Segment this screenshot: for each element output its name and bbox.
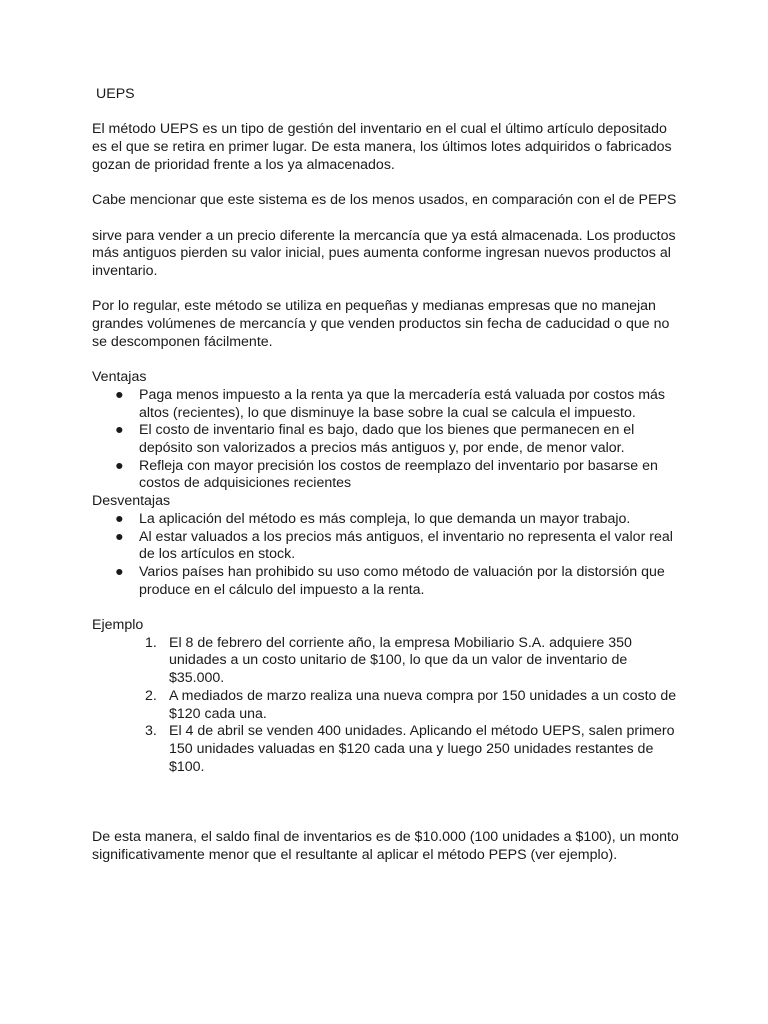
- paragraph-conclusion: De esta manera, el saldo final de inventarios es de $10.000 (100 unidades a $100), un monto significativamente menor que el resultante al aplicar el método PEPS (ver ejemplo).: [92, 829, 679, 864]
- spacer: [92, 776, 682, 829]
- paragraph-definition: El método UEPS es un tipo de gestión del inventario en el cual el último artículo depositado es el que se retira en primer lugar. De esta manera, los últimos lotes adquiridos o fabricados gozan de prioridad frente a los ya almacenados.: [92, 121, 672, 173]
- paragraph-usage-note: Cabe mencionar que este sistema es de los menos usados, en comparación con el de PEPS: [92, 192, 677, 209]
- spacer: [92, 351, 682, 369]
- list-item-text: El 4 de abril se venden 400 unidades. Aplicando el método UEPS, salen primero 150 unidades valuadas en $120 cada una y luego 250 unidades restantes de $100.: [169, 723, 675, 775]
- spacer: [92, 104, 682, 122]
- spacer: [92, 599, 682, 617]
- spacer: [92, 175, 682, 193]
- ejemplo-list: [92, 635, 682, 777]
- list-number: 1.: [145, 634, 157, 651]
- list-item: [92, 458, 682, 493]
- list-item: [92, 723, 682, 776]
- list-item: [92, 511, 682, 529]
- desventajas-heading: Desventajas: [92, 493, 171, 510]
- ejemplo-heading: Ejemplo: [92, 617, 144, 633]
- ventajas-list: [92, 387, 682, 493]
- spacer: [92, 210, 682, 228]
- list-item: [92, 387, 682, 422]
- document-title: UEPS: [96, 86, 135, 102]
- desventajas-list: [92, 511, 682, 600]
- bullet-icon: ●: [115, 528, 124, 545]
- list-item-text: A mediados de marzo realiza una nueva compra por 150 unidades a un costo de $120 cada una.: [169, 687, 677, 722]
- list-item: [92, 422, 682, 457]
- bullet-icon: ●: [115, 422, 124, 439]
- list-item-text: La aplicación del método es más compleja, lo que demanda un mayor trabajo.: [139, 510, 631, 527]
- paragraph-purpose: sirve para vender a un precio diferente la mercancía que ya está almacenada. Los productos más antiguos pierden su valor inicial, pues aumenta conforme ingresan nuevos productos al inventario.: [92, 227, 676, 279]
- paragraph-applicability: Por lo regular, este método se utiliza en pequeñas y medianas empresas que no manejan grandes volúmenes de mercancía y que venden productos sin fecha de caducidad o que no se descomponen fácilmente.: [92, 298, 670, 350]
- ventajas-heading: Ventajas: [92, 369, 147, 386]
- list-number: 3.: [145, 723, 157, 740]
- list-item-text: Paga menos impuesto a la renta ya que la mercadería está valuada por costos más altos (recientes), lo que disminuye la base sobre la cual se calcula el impuesto.: [139, 386, 666, 421]
- list-item-text: El costo de inventario final es bajo, dado que los bienes que permanecen en el depósito son valorizados a precios más antiguos y, por ende, de menor valor.: [139, 422, 635, 456]
- list-item-text: Al estar valuados a los precios más antiguos, el inventario no representa el valor real de los artículos en stock.: [139, 528, 673, 563]
- bullet-icon: ●: [115, 457, 124, 474]
- list-item-text: El 8 de febrero del corriente año, la empresa Mobiliario S.A. adquiere 350 unidades a un costo unitario de $100, lo que da un valor de inventario de $35.000.: [169, 634, 632, 687]
- list-item: [92, 529, 682, 564]
- list-item: [92, 564, 682, 599]
- spacer: [92, 281, 682, 299]
- bullet-icon: ●: [115, 563, 124, 580]
- document-page: [92, 86, 682, 865]
- bullet-icon: ●: [115, 510, 124, 527]
- bullet-icon: ●: [115, 386, 124, 403]
- list-item-text: Refleja con mayor precisión los costos de reemplazo del inventario por basarse en costos de adquisiciones recientes: [139, 457, 658, 492]
- list-item-text: Varios países han prohibido su uso como método de valuación por la distorsión que produce en el cálculo del impuesto a la renta.: [139, 563, 665, 598]
- list-item: [92, 688, 682, 723]
- list-item: [92, 635, 682, 688]
- list-number: 2.: [145, 687, 157, 704]
